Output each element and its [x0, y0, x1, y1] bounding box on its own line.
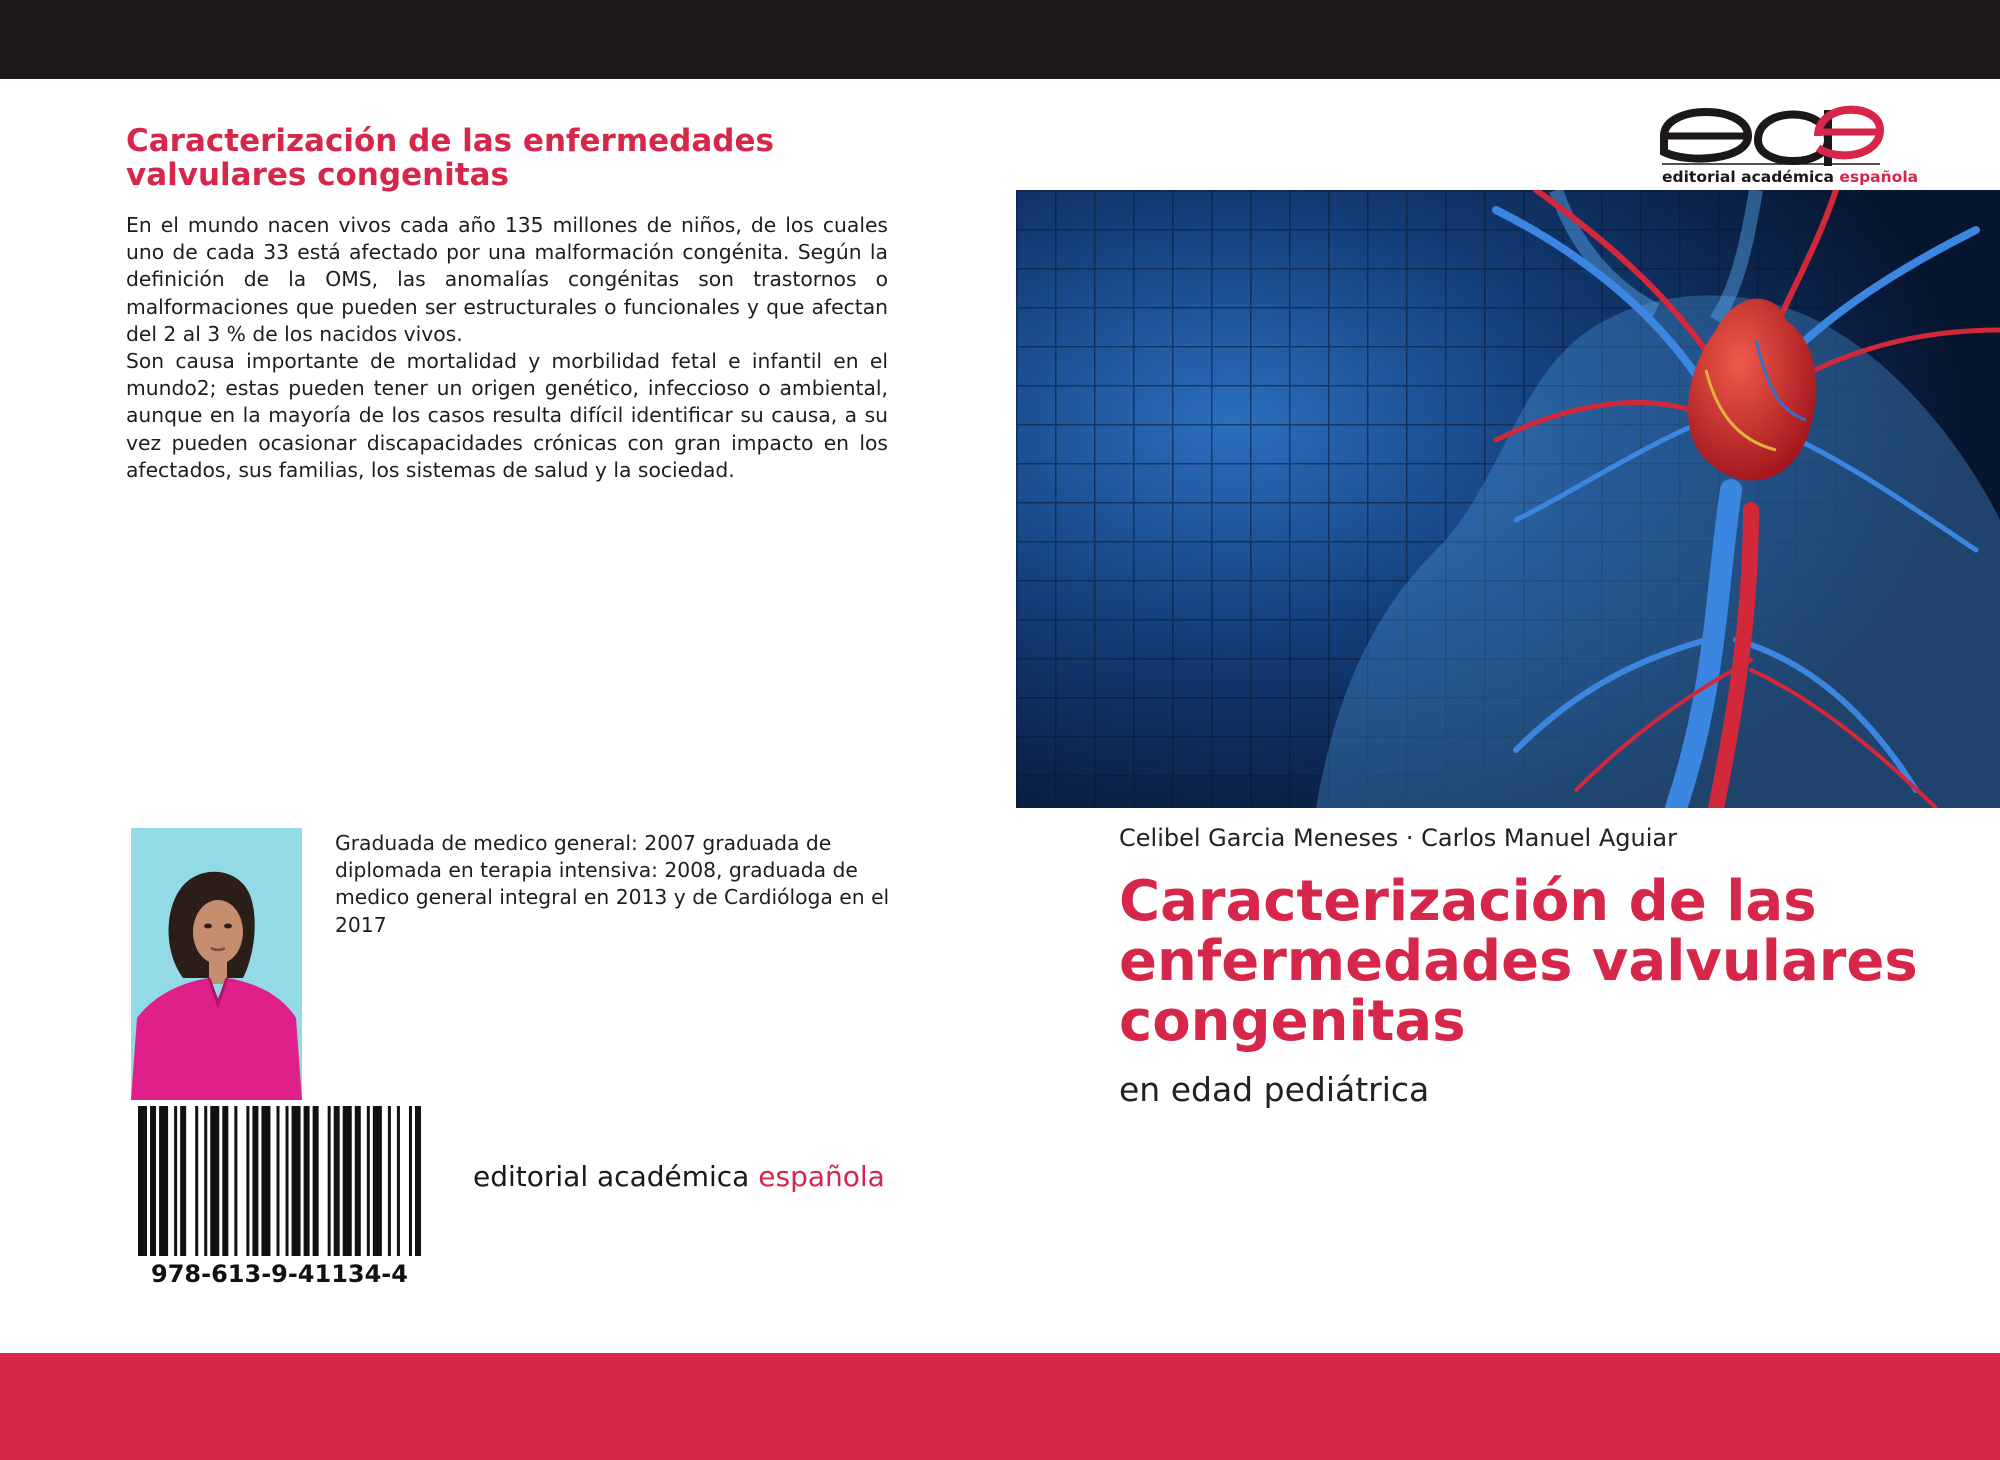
logo-caption-part2: española — [1839, 168, 1919, 186]
front-cover-subtitle: en edad pediátrica — [1119, 1070, 1430, 1109]
blurb-paragraph: Son causa importante de mortalidad y morbilidad fetal e infantil en el mundo2; estas pueden tener un origen genético, infeccioso o ambiental, aunque en la mayoría de los casos resulta difícil identificar su causa, a su vez pueden ocasionar discapacidades crónicas con gran impacto en los afectados, sus familias, los sistemas de salud y la sociedad. — [126, 349, 888, 482]
back-cover-title: Caracterización de las enfermedades valvulares congenitas — [126, 123, 774, 194]
back-publisher-name — [473, 1160, 885, 1193]
publisher-name-part2: española — [758, 1160, 885, 1193]
top-band — [0, 0, 2000, 79]
logo-caption-part1: editorial académica — [1662, 168, 1834, 186]
publisher-name-part1: editorial académica — [473, 1160, 750, 1193]
front-cover-title: Caracterización de las enfermedades valvulares congenitas — [1119, 869, 1918, 1054]
isbn-number: 978-613-9-41134-4 — [151, 1260, 408, 1288]
author-bio: Graduada de medico general: 2007 graduada de diplomada en terapia intensiva: 2008, graduada de medico general integral en 2013 y de Cardióloga en el 2017 — [335, 831, 890, 937]
bottom-band — [0, 1353, 2000, 1460]
blurb-paragraph: En el mundo nacen vivos cada año 135 millones de niños, de los cuales uno de cada 33 está afectado por una malformación congénita. Según la definición de la OMS, las anomalías congénitas son trastornos o malformaciones que pueden ser estructurales o funcionales y que afectan del 2 al 3 % de los nacidos vivos. — [126, 213, 888, 346]
back-cover-blurb — [126, 212, 888, 484]
authors-line: Celibel Garcia Meneses · Carlos Manuel Aguiar — [1119, 824, 1677, 852]
logo-caption — [1662, 168, 1918, 186]
cardiovascular-illustration — [1016, 190, 2000, 808]
barcode-icon — [138, 1106, 421, 1256]
author-photo — [131, 828, 302, 1100]
